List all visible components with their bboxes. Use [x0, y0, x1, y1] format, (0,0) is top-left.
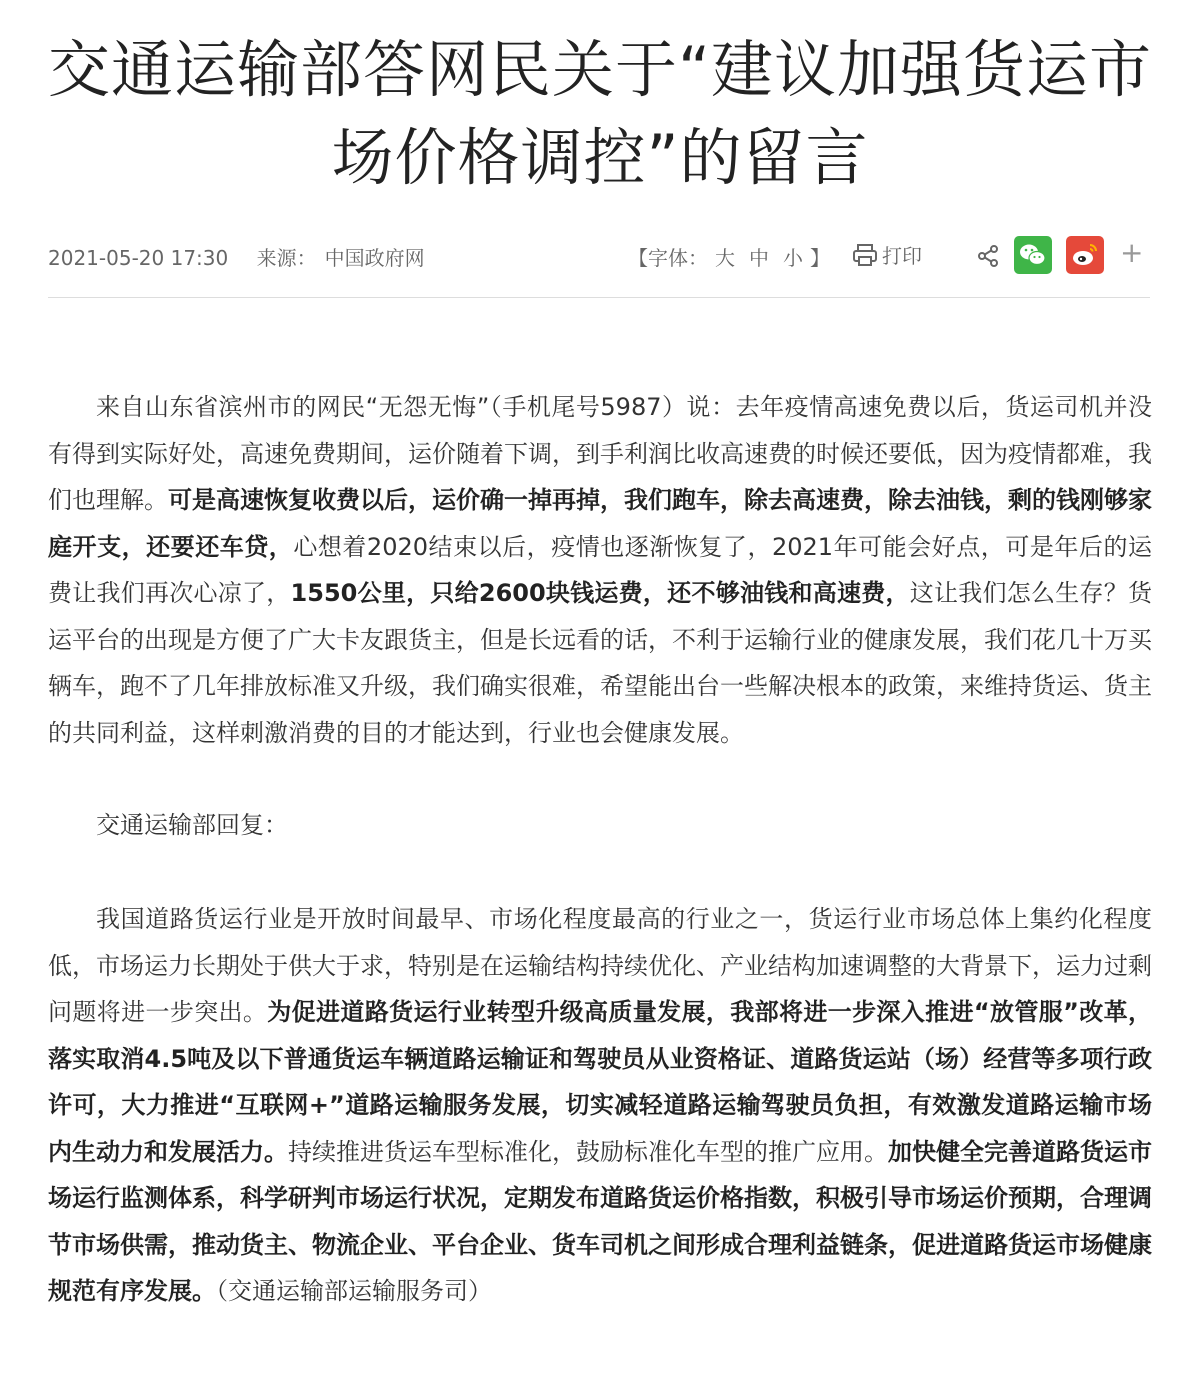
- reply-source: （交通运输部运输服务司）: [216, 1277, 492, 1305]
- weibo-logo-icon: [1066, 236, 1104, 274]
- more-share-plus-icon[interactable]: +: [1120, 236, 1144, 269]
- printer-icon: [852, 243, 878, 267]
- reply-text-1: 我国道路货运行业是开放时间最早、市场化程度最高的行业之一，货运行业市场总体上集约化程度低，市场运力长期处于供大于求，特别是在运输结构持续优化、产业结构加速调整的大背景下，运力过剩问题将进一步突出。: [48, 905, 1152, 1026]
- share-icon[interactable]: [976, 244, 1000, 268]
- font-size-medium-button[interactable]: 中: [749, 246, 769, 270]
- source-name: 中国政府网: [324, 246, 425, 270]
- message-text-bold-1: 可是高速恢复收费以后，运价确一掉再掉，我们跑车，除去高速费，除去油钱，剩的钱刚够家庭开支，还要还车贷，: [48, 486, 1152, 561]
- message-text-1: 来自山东省滨州市的网民“无怨无悔”（手机尾号5987）说：去年疫情高速免费以后，货运司机并没有得到实际好处，高速免费期间，运价随着下调，到手利润比收高速费的时候还要低，因为疫情都难，我们也理解。: [48, 393, 1152, 514]
- reply-heading: 交通运输部回复：: [96, 811, 288, 839]
- netizen-message-paragraph: [48, 384, 1152, 802]
- print-label: 打印: [882, 244, 922, 268]
- source-info: [257, 246, 425, 270]
- message-text-3: 这让我们怎么生存？货运平台的出现是方便了广大卡友跟货主，但是长远看的话，不利于运输行业的健康发展，我们花几十万买辆车，跑不了几年排放标准又升级，我们确实很难，希望能出台一些解决根本的政策，来维持货运、货主的共同利益，这样刺激消费的目的才能达到，行业也会健康发展。: [48, 579, 1153, 747]
- publish-info: [48, 242, 447, 271]
- article-meta-bar: [48, 236, 1152, 276]
- source-label: 来源：: [256, 246, 317, 270]
- font-size-suffix: 】: [810, 246, 830, 270]
- font-size-control: [628, 242, 830, 271]
- reply-text-bold-2: 加快健全完善道路货运市场运行监测体系，科学研判市场运行状况，定期发布道路货运价格指数，积极引导市场运价预期，合理调节市场供需，推动货主、物流企业、平台企业、货车司机之间形成合理利益链条，促进道路货运市场健康规范有序发展。: [48, 1137, 1152, 1305]
- reply-text-2: 持续推进货运车型标准化，鼓励标准化车型的推广应用。: [288, 1137, 888, 1166]
- reply-text-bold-1: 为促进道路货运行业转型升级高质量发展，我部将进一步深入推进“放管服”改革，落实取消4.5吨及以下普通货运车辆道路运输证和驾驶员从业资格证、道路货运站（场）经营等多项行政许可，大力推进“互联网+”道路运输服务发展，切实减轻道路运输驾驶员负担，有效激发道路运输市场内生动力和发展活力。: [48, 998, 1153, 1166]
- font-size-small-button[interactable]: 小: [783, 246, 803, 270]
- message-text-2: 心想着2020结束以后，疫情也逐渐恢复了，2021年可能会好点，可是年后的运费让我们再次心凉了，: [48, 532, 1152, 607]
- font-size-prefix: 【字体：: [628, 246, 708, 270]
- font-size-large-button[interactable]: 大: [715, 246, 735, 270]
- wechat-share-icon[interactable]: [1014, 236, 1052, 274]
- publish-datetime: 2021-05-20 17:30: [48, 246, 229, 270]
- header-divider: [48, 297, 1150, 298]
- weibo-share-icon[interactable]: [1066, 236, 1104, 274]
- wechat-logo-icon: [1014, 236, 1052, 274]
- article-body: [48, 384, 1152, 1315]
- article-title: 交通运输部答网民关于“建议加强货运市场价格调控”的留言: [47, 33, 1153, 194]
- ministry-reply-paragraph: [48, 896, 1152, 1315]
- print-button[interactable]: [852, 240, 922, 269]
- message-text-bold-2: 1550公里，只给2600块钱运费，还不够油钱和高速费，: [290, 579, 910, 607]
